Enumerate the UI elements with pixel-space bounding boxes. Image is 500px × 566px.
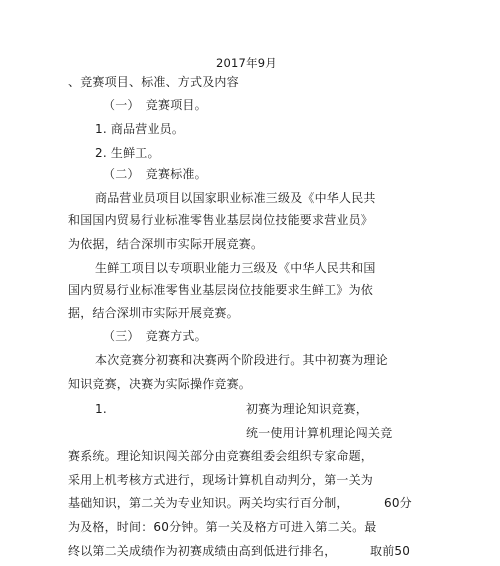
score-value: 60分 <box>384 496 412 510</box>
rank-tail: 取前50 <box>370 544 411 558</box>
paragraph-line: 基础知识，第二关为专业知识。两关均实行百分制， <box>68 496 349 510</box>
list-item: 1. 商品营业员。 <box>95 122 185 136</box>
section-heading: 、竞赛项目、标准、方式及内容 <box>68 75 239 89</box>
subsection-title-1: （一） 竞赛项目。 <box>103 98 207 112</box>
paragraph-line: 生鲜工项目以专项职业能力三级及《中华人民共和国 <box>95 261 376 275</box>
paragraph-line: 和国国内贸易行业标准零售业基层岗位技能要求营业员》 <box>68 213 374 227</box>
paragraph-line: 初赛为理论知识竞赛， <box>246 402 369 416</box>
paragraph-line: 国内贸易行业标准零售业基层岗位技能要求生鲜工》为依 <box>68 283 374 297</box>
page-bottom-edge <box>0 560 500 566</box>
paragraph-line: 商品营业员项目以国家职业标准三级及《中华人民共 <box>95 191 376 205</box>
subsection-title-3: （三） 竞赛方式。 <box>103 329 207 343</box>
paragraph-line: 终以第二关成绩作为初赛成绩由高到低进行排名， <box>68 544 337 558</box>
paragraph-line: 本次竞赛分初赛和决赛两个阶段进行。其中初赛为理论 <box>95 353 388 367</box>
paragraph-line: 采用上机考核方式进行，现场计算机自动判分，第一关为 <box>68 473 374 487</box>
paragraph-line: 知识竞赛，决赛为实际操作竞赛。 <box>68 377 252 391</box>
paragraph-line: 为及格，时间：60分钟。第一关及格方可进入第二关。最 <box>68 520 377 534</box>
paragraph-line: 赛系统。理论知识闯关部分由竞赛组委会组织专家命题， <box>68 449 374 463</box>
paragraph-line: 据，结合深圳市实际开展竞赛。 <box>68 306 239 320</box>
document-date: 2017年9月 <box>216 56 277 70</box>
list-item: 2. 生鲜工。 <box>95 146 160 160</box>
subsection-title-2: （二） 竞赛标准。 <box>103 167 207 181</box>
paragraph-line: 为依据，结合深圳市实际开展竞赛。 <box>68 237 264 251</box>
paragraph-line: 统一使用计算机理论闯关竞 <box>246 426 393 440</box>
list-item-number: 1. <box>95 402 107 416</box>
